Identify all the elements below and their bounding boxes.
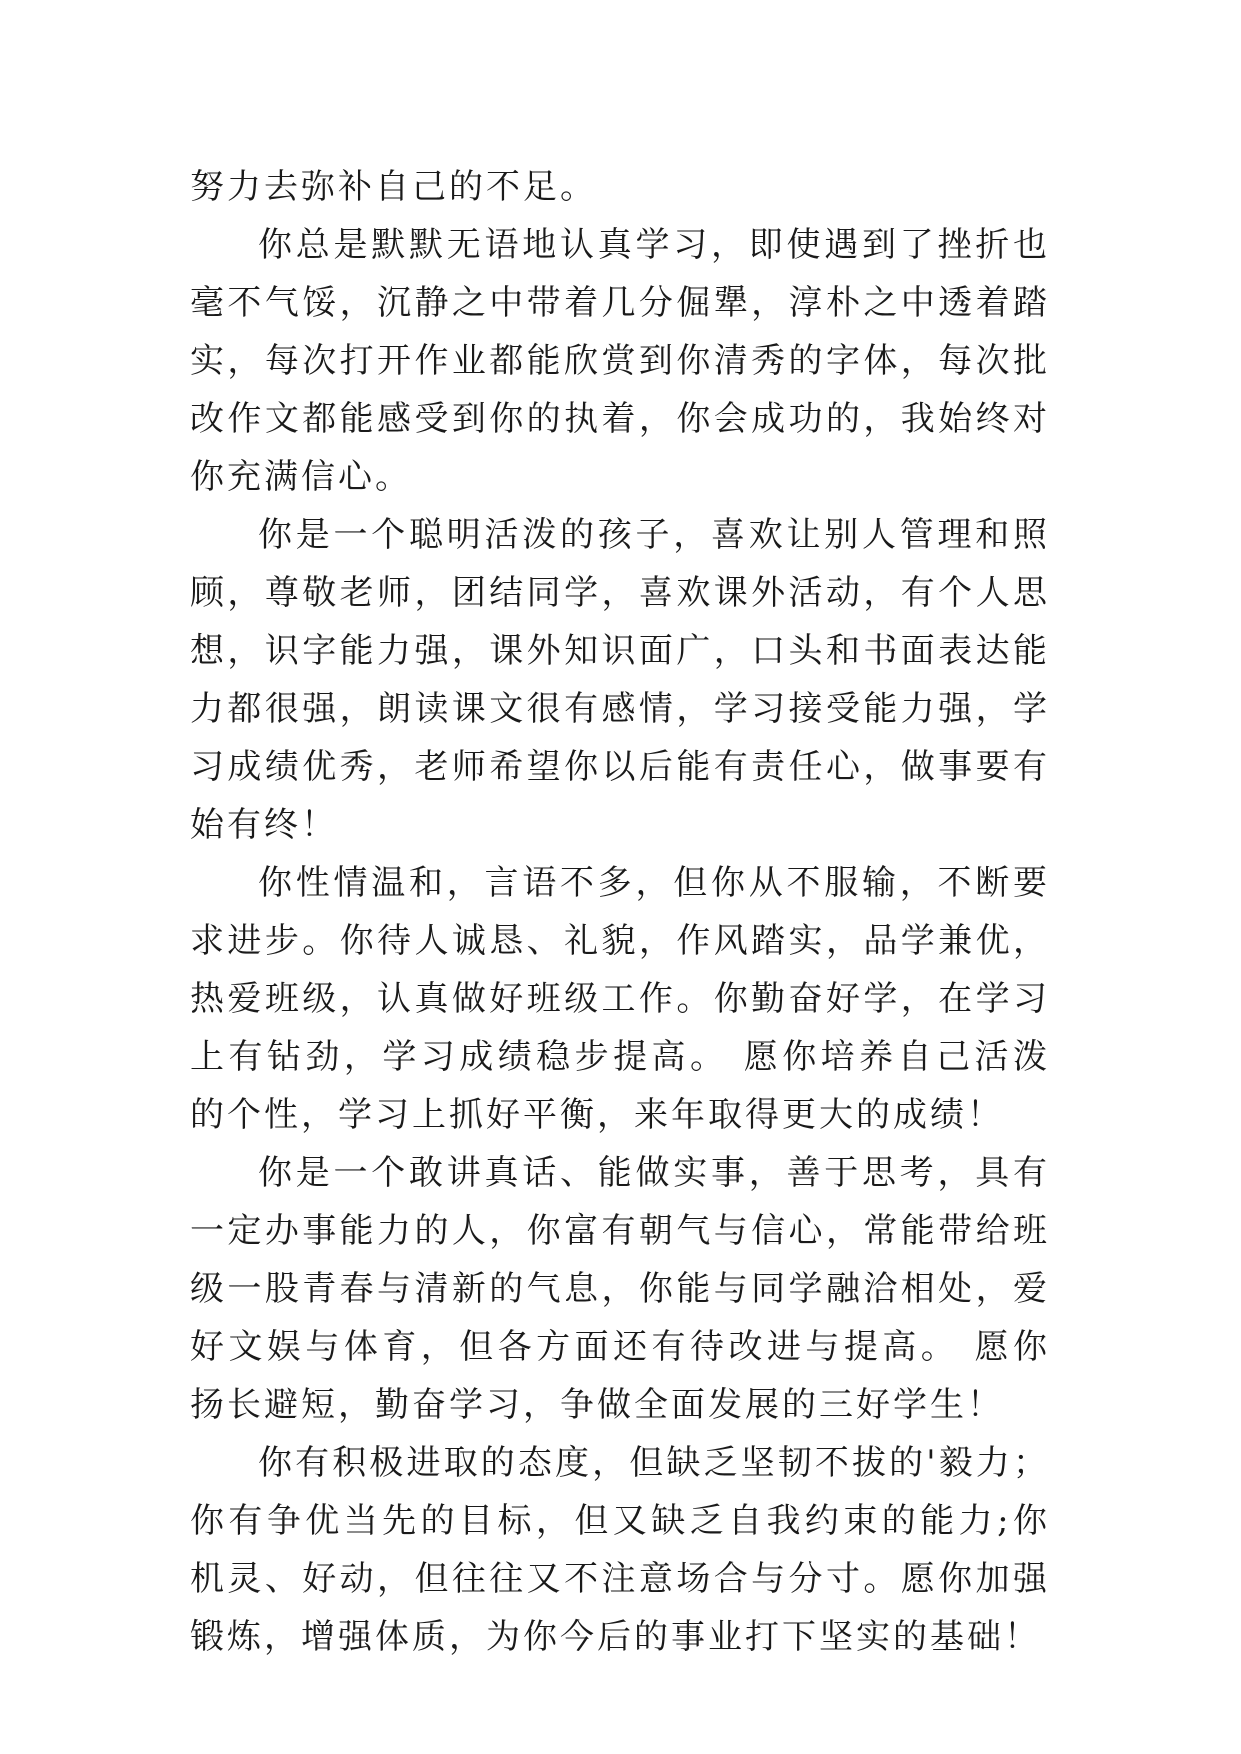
paragraph-comment-2: 你是一个聪明活泼的孩子，喜欢让别人管理和照顾，尊敬老师，团结同学，喜欢课外活动，有个人思想，识字能力强，课外知识面广，口头和书面表达能力都很强，朗读课文很有感情，学习接受能力强，学习成绩优秀，老师希望你以后能有责任心，做事要有始有终！: [190, 515, 1050, 845]
document-body: [190, 158, 1050, 1666]
paragraph-continuation: 努力去弥补自己的不足。: [190, 167, 597, 207]
paragraph-comment-3: 你性情温和，言语不多，但你从不服输，不断要求进步。你待人诚恳、礼貌，作风踏实，品学兼优，热爱班级，认真做好班级工作。你勤奋好学，在学习上有钻劲，学习成绩稳步提高。 愿你培养自己活泼的个性，学习上抓好平衡，来年取得更大的成绩！: [190, 863, 1050, 1135]
paragraph-comment-1: 你总是默默无语地认真学习，即使遇到了挫折也毫不气馁，沉静之中带着几分倔犟，淳朴之中透着踏实，每次打开作业都能欣赏到你清秀的字体，每次批改作文都能感受到你的执着，你会成功的，我始终对你充满信心。: [190, 225, 1050, 497]
paragraph-comment-5: 你有积极进取的态度，但缺乏坚韧不拔的'毅力；你有争优当先的目标，但又缺乏自我约束的能力;你机灵、好动，但往往又不注意场合与分寸。愿你加强锻炼，增强体质，为你今后的事业打下坚实的基础！: [190, 1443, 1050, 1657]
paragraph-comment-4: 你是一个敢讲真话、能做实事，善于思考，具有一定办事能力的人，你富有朝气与信心，常能带给班级一股青春与清新的气息，你能与同学融洽相处，爱好文娱与体育，但各方面还有待改进与提高。 愿你扬长避短，勤奋学习，争做全面发展的三好学生！: [190, 1153, 1050, 1425]
